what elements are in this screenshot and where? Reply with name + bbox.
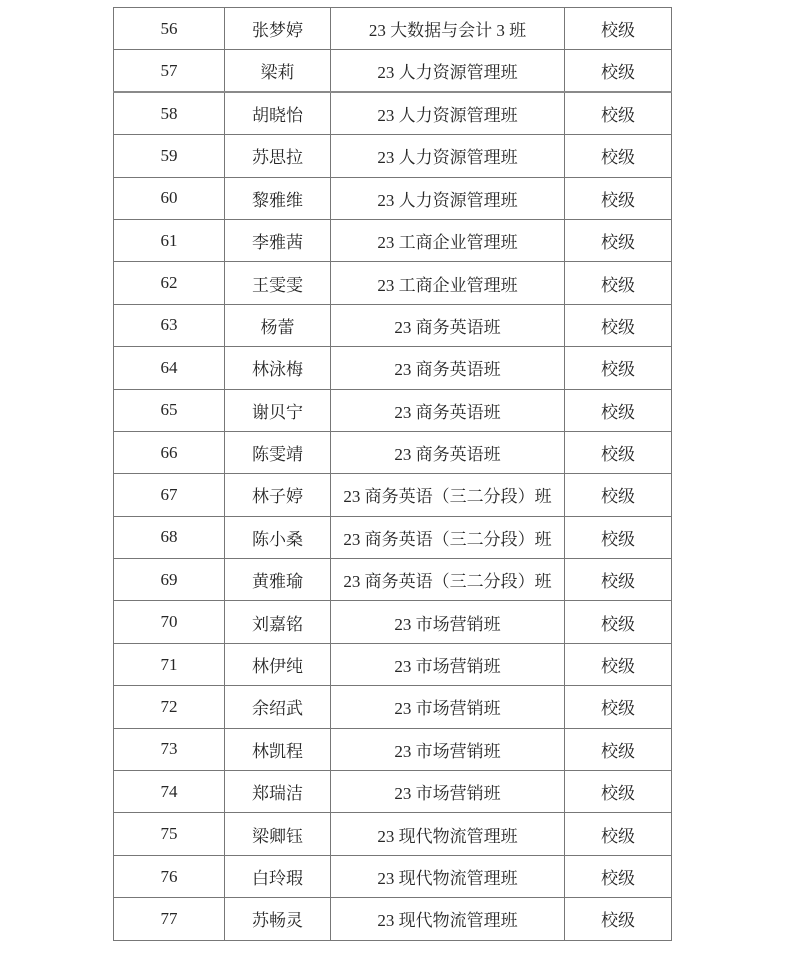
award-level-cell: 校级 <box>565 728 672 770</box>
student-name-cell: 胡晓怡 <box>225 92 331 134</box>
table-row <box>114 219 672 261</box>
row-number-cell: 64 <box>114 347 225 389</box>
class-name-cell: 23 市场营销班 <box>331 601 565 643</box>
student-name-cell: 苏畅灵 <box>225 898 331 940</box>
table-row <box>114 50 672 92</box>
table-row <box>114 771 672 813</box>
student-name-cell: 苏思拉 <box>225 135 331 177</box>
class-name-cell: 23 商务英语（三二分段）班 <box>331 516 565 558</box>
row-number-cell: 76 <box>114 855 225 897</box>
award-level-cell: 校级 <box>565 177 672 219</box>
table-row <box>114 898 672 940</box>
class-name-cell: 23 现代物流管理班 <box>331 813 565 855</box>
student-name-cell: 梁莉 <box>225 50 331 92</box>
row-number-cell: 69 <box>114 559 225 601</box>
class-name-cell: 23 人力资源管理班 <box>331 177 565 219</box>
table-row <box>114 135 672 177</box>
class-name-cell: 23 商务英语班 <box>331 347 565 389</box>
class-name-cell: 23 现代物流管理班 <box>331 898 565 940</box>
row-number-cell: 66 <box>114 431 225 473</box>
row-number-cell: 74 <box>114 771 225 813</box>
student-name-cell: 刘嘉铭 <box>225 601 331 643</box>
row-number-cell: 62 <box>114 262 225 304</box>
row-number-cell: 58 <box>114 92 225 134</box>
award-level-cell: 校级 <box>565 643 672 685</box>
award-level-cell: 校级 <box>565 686 672 728</box>
award-level-cell: 校级 <box>565 92 672 134</box>
student-name-cell: 郑瑞洁 <box>225 771 331 813</box>
student-name-cell: 梁卿钰 <box>225 813 331 855</box>
class-name-cell: 23 市场营销班 <box>331 728 565 770</box>
table-row <box>114 431 672 473</box>
student-name-cell: 王雯雯 <box>225 262 331 304</box>
student-name-cell: 白玲瑕 <box>225 855 331 897</box>
row-number-cell: 56 <box>114 8 225 50</box>
student-name-cell: 黄雅瑜 <box>225 559 331 601</box>
class-name-cell: 23 市场营销班 <box>331 643 565 685</box>
row-number-cell: 63 <box>114 304 225 346</box>
class-name-cell: 23 商务英语班 <box>331 431 565 473</box>
row-number-cell: 60 <box>114 177 225 219</box>
class-name-cell: 23 商务英语班 <box>331 389 565 431</box>
class-name-cell: 23 市场营销班 <box>331 771 565 813</box>
row-number-cell: 72 <box>114 686 225 728</box>
row-number-cell: 65 <box>114 389 225 431</box>
student-name-cell: 林凯程 <box>225 728 331 770</box>
table-row <box>114 855 672 897</box>
student-name-cell: 李雅茜 <box>225 219 331 261</box>
award-table <box>113 7 672 941</box>
award-level-cell: 校级 <box>565 219 672 261</box>
award-level-cell: 校级 <box>565 516 672 558</box>
student-name-cell: 林泳梅 <box>225 347 331 389</box>
class-name-cell: 23 人力资源管理班 <box>331 135 565 177</box>
table-row <box>114 686 672 728</box>
class-name-cell: 23 市场营销班 <box>331 686 565 728</box>
award-level-cell: 校级 <box>565 855 672 897</box>
class-name-cell: 23 工商企业管理班 <box>331 219 565 261</box>
award-level-cell: 校级 <box>565 135 672 177</box>
award-level-cell: 校级 <box>565 431 672 473</box>
class-name-cell: 23 商务英语班 <box>331 304 565 346</box>
student-name-cell: 张梦婷 <box>225 8 331 50</box>
table-row <box>114 177 672 219</box>
class-name-cell: 23 大数据与会计 3 班 <box>331 8 565 50</box>
class-name-cell: 23 人力资源管理班 <box>331 92 565 134</box>
row-number-cell: 75 <box>114 813 225 855</box>
row-number-cell: 61 <box>114 219 225 261</box>
table-row <box>114 389 672 431</box>
class-name-cell: 23 商务英语（三二分段）班 <box>331 559 565 601</box>
table-row <box>114 601 672 643</box>
table-row <box>114 474 672 516</box>
row-number-cell: 57 <box>114 50 225 92</box>
row-number-cell: 71 <box>114 643 225 685</box>
row-number-cell: 77 <box>114 898 225 940</box>
award-level-cell: 校级 <box>565 389 672 431</box>
award-level-cell: 校级 <box>565 262 672 304</box>
row-number-cell: 68 <box>114 516 225 558</box>
row-number-cell: 59 <box>114 135 225 177</box>
award-level-cell: 校级 <box>565 304 672 346</box>
student-name-cell: 林子婷 <box>225 474 331 516</box>
award-level-cell: 校级 <box>565 601 672 643</box>
award-level-cell: 校级 <box>565 474 672 516</box>
table-row <box>114 813 672 855</box>
table-row <box>114 92 672 134</box>
table-row <box>114 643 672 685</box>
row-number-cell: 70 <box>114 601 225 643</box>
class-name-cell: 23 人力资源管理班 <box>331 50 565 92</box>
class-name-cell: 23 工商企业管理班 <box>331 262 565 304</box>
student-name-cell: 杨蕾 <box>225 304 331 346</box>
table-row <box>114 8 672 50</box>
award-level-cell: 校级 <box>565 347 672 389</box>
row-number-cell: 67 <box>114 474 225 516</box>
award-level-cell: 校级 <box>565 50 672 92</box>
student-name-cell: 黎雅维 <box>225 177 331 219</box>
award-level-cell: 校级 <box>565 8 672 50</box>
student-name-cell: 林伊纯 <box>225 643 331 685</box>
student-name-cell: 陈小桑 <box>225 516 331 558</box>
table-row <box>114 728 672 770</box>
table-row <box>114 559 672 601</box>
award-level-cell: 校级 <box>565 771 672 813</box>
award-level-cell: 校级 <box>565 559 672 601</box>
award-level-cell: 校级 <box>565 898 672 940</box>
student-name-cell: 谢贝宁 <box>225 389 331 431</box>
table-row <box>114 304 672 346</box>
row-number-cell: 73 <box>114 728 225 770</box>
award-level-cell: 校级 <box>565 813 672 855</box>
award-table-body <box>114 8 672 941</box>
class-name-cell: 23 现代物流管理班 <box>331 855 565 897</box>
student-name-cell: 余绍武 <box>225 686 331 728</box>
table-row <box>114 516 672 558</box>
table-row <box>114 262 672 304</box>
class-name-cell: 23 商务英语（三二分段）班 <box>331 474 565 516</box>
student-name-cell: 陈雯靖 <box>225 431 331 473</box>
table-row <box>114 347 672 389</box>
